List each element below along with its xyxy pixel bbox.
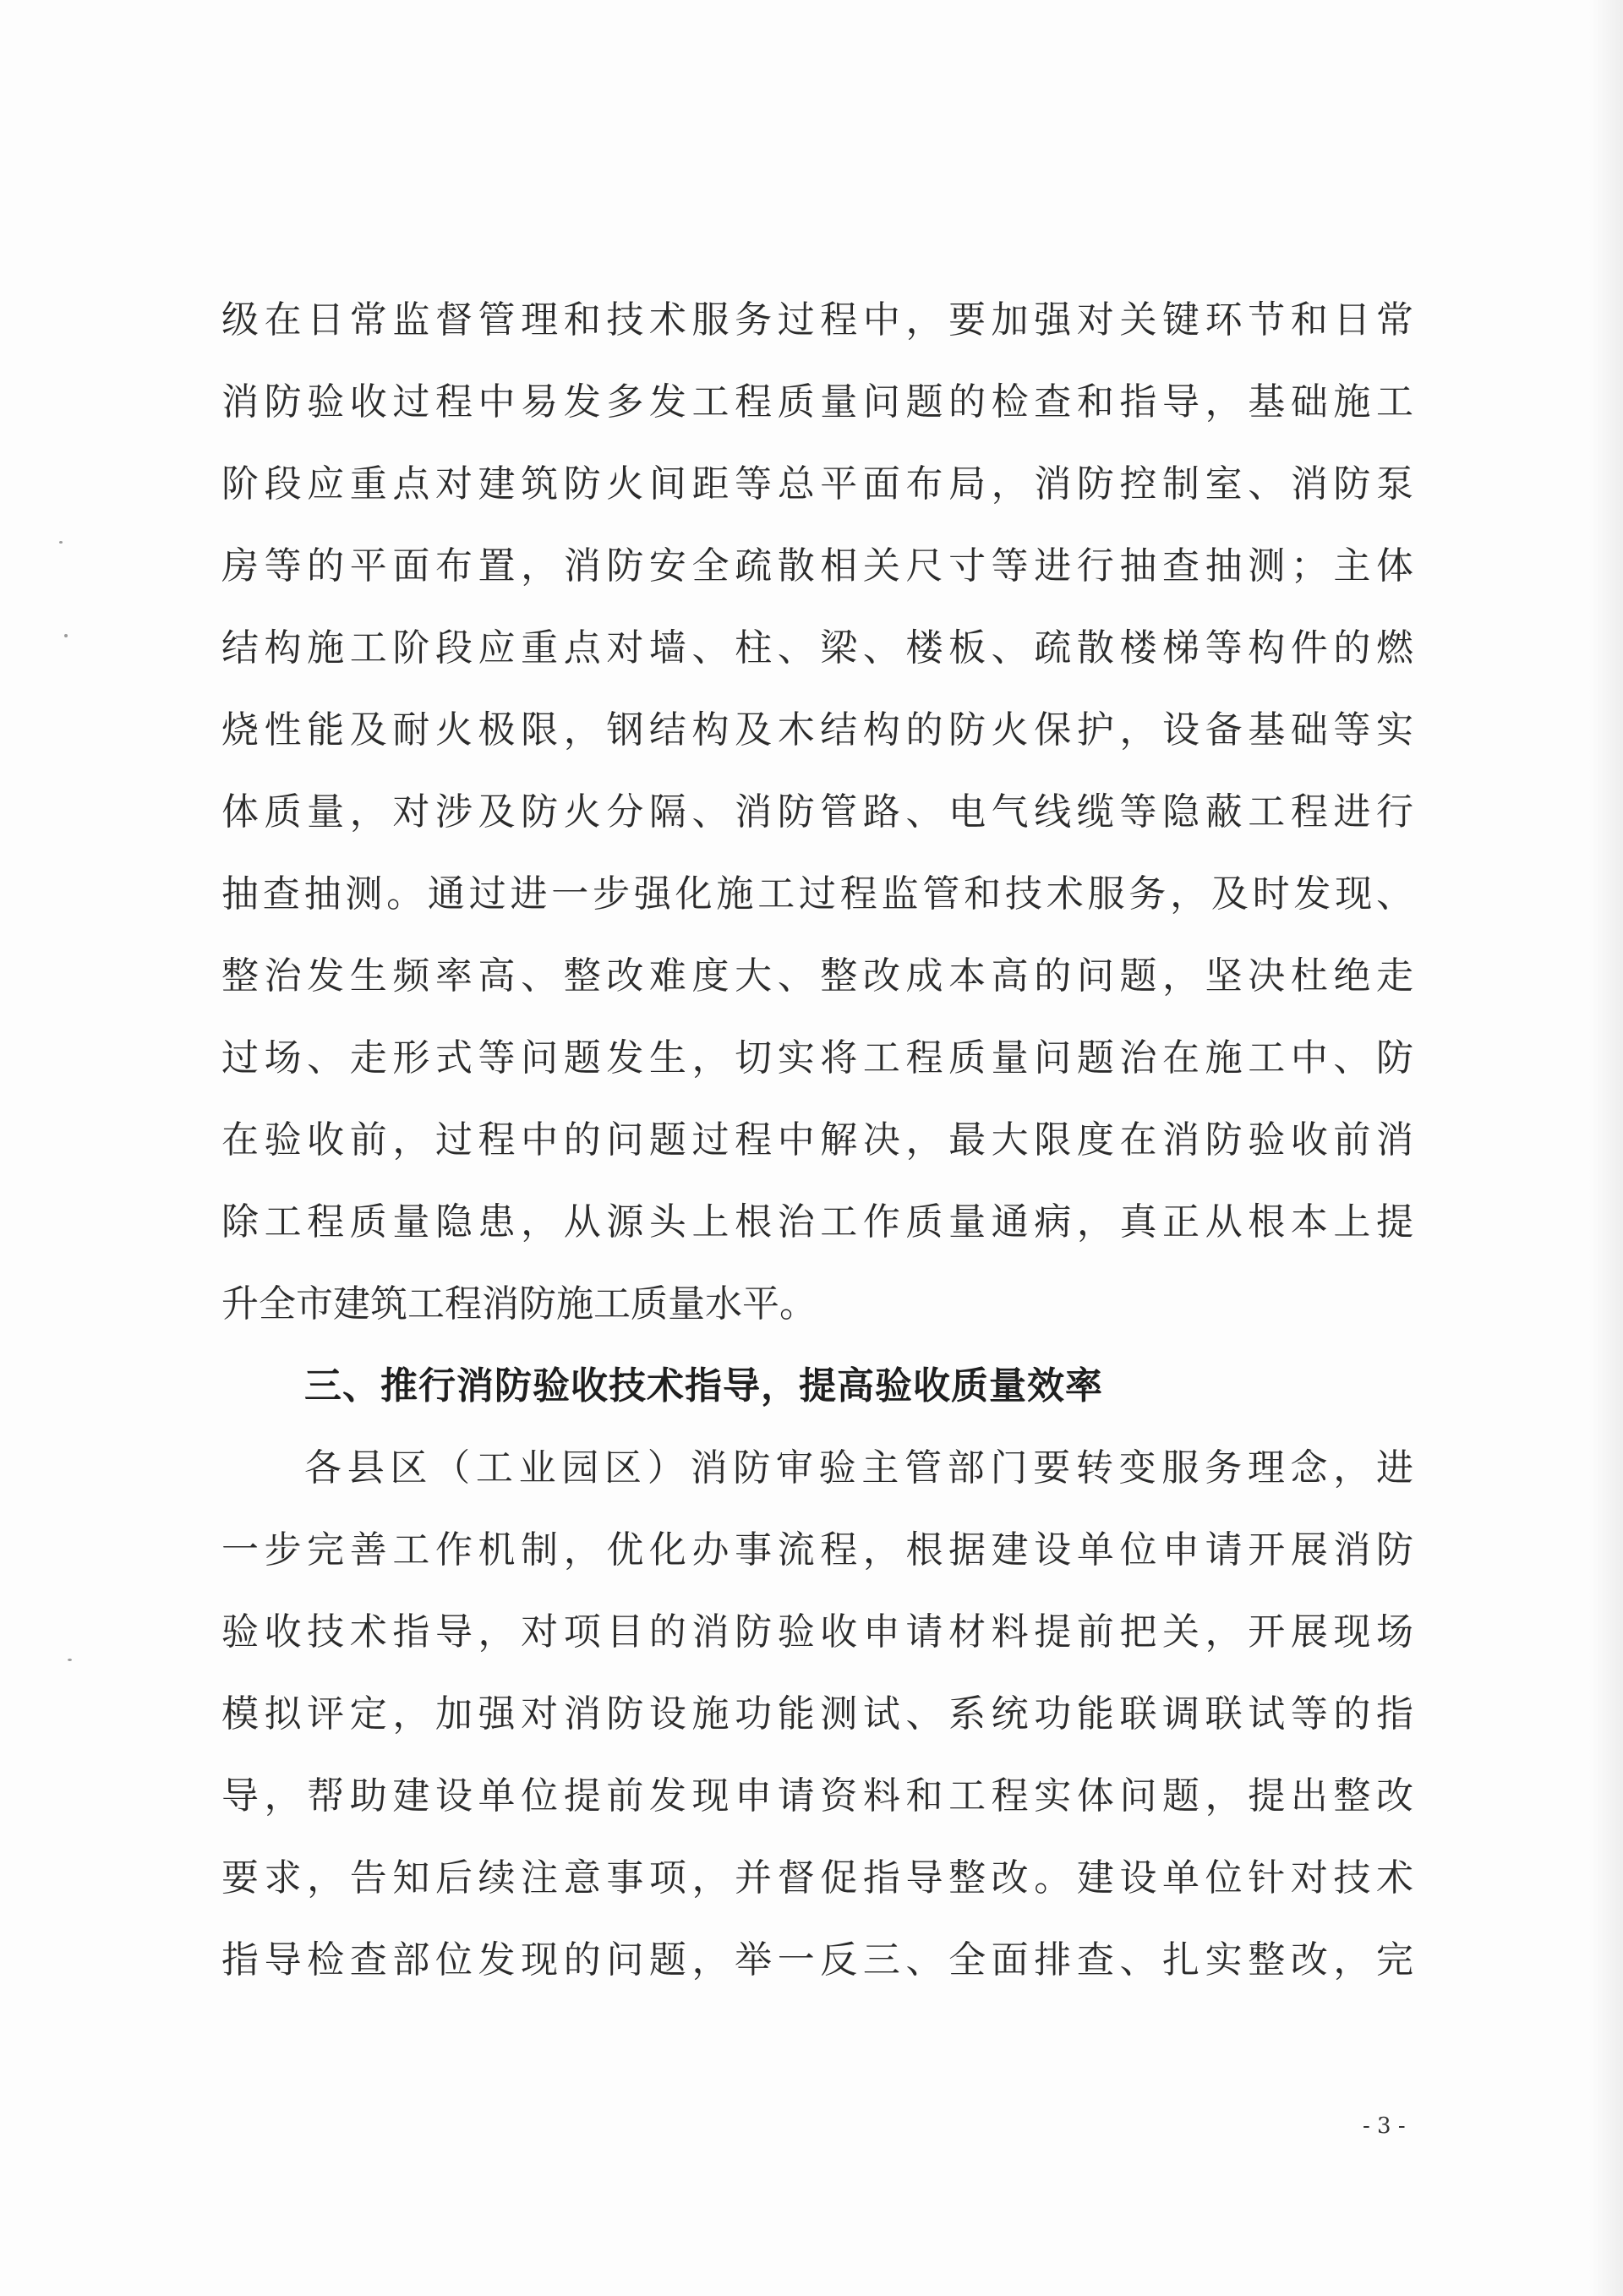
paragraph-first-line: 各县区（工业园区）消防审验主管部门要转变服务理念，进: [304, 1446, 1413, 1490]
scan-speck: [59, 541, 63, 544]
document-body: [221, 279, 1413, 2001]
body-text-line: 指导检查部位发现的问题，举一反三、全面排查、扎实整改，完: [221, 1938, 1413, 1982]
body-text-line: 消防验收过程中易发多发工程质量问题的检查和指导，基础施工: [221, 380, 1413, 424]
body-text-line-last: 升全市建筑工程消防施工质量水平。: [221, 1282, 817, 1326]
body-text-line: 房等的平面布置，消防安全疏散相关尺寸等进行抽查抽测；主体: [221, 544, 1413, 588]
body-text-line: 在验收前，过程中的问题过程中解决，最大限度在消防验收前消: [221, 1118, 1413, 1162]
scan-speck: [68, 1659, 72, 1661]
body-text-line: 导，帮助建设单位提前发现申请资料和工程实体问题，提出整改: [221, 1774, 1413, 1818]
body-text-line: 烧性能及耐火极限，钢结构及木结构的防火保护，设备基础等实: [221, 708, 1413, 752]
scan-edge-shadow: [1589, 0, 1623, 2296]
section-heading: 三、推行消防验收技术指导，提高验收质量效率: [304, 1364, 1103, 1408]
body-text-line: 除工程质量隐患，从源头上根治工作质量通病，真正从根本上提: [221, 1200, 1413, 1244]
body-text-line: 过场、走形式等问题发生，切实将工程质量问题治在施工中、防: [221, 1036, 1413, 1080]
body-text-line: 结构施工阶段应重点对墙、柱、梁、楼板、疏散楼梯等构件的燃: [221, 626, 1413, 670]
body-text-line: 验收技术指导，对项目的消防验收申请材料提前把关，开展现场: [221, 1610, 1413, 1654]
body-text-line: 级在日常监督管理和技术服务过程中，要加强对关键环节和日常: [221, 298, 1413, 342]
body-text-line: 抽查抽测。通过进一步强化施工过程监管和技术服务，及时发现、: [221, 872, 1413, 916]
body-text-line: 体质量，对涉及防火分隔、消防管路、电气线缆等隐蔽工程进行: [221, 790, 1413, 834]
scan-speck: [64, 634, 68, 637]
body-text-line: 整治发生频率高、整改难度大、整改成本高的问题，坚决杜绝走: [221, 954, 1413, 998]
page-number: - 3 -: [1363, 2113, 1406, 2139]
body-text-line: 一步完善工作机制，优化办事流程，根据建设单位申请开展消防: [221, 1528, 1413, 1572]
body-text-line: 要求，告知后续注意事项，并督促指导整改。建设单位针对技术: [221, 1856, 1413, 1900]
body-text-line: 模拟评定，加强对消防设施功能测试、系统功能联调联试等的指: [221, 1692, 1413, 1736]
body-text-line: 阶段应重点对建筑防火间距等总平面布局，消防控制室、消防泵: [221, 462, 1413, 506]
